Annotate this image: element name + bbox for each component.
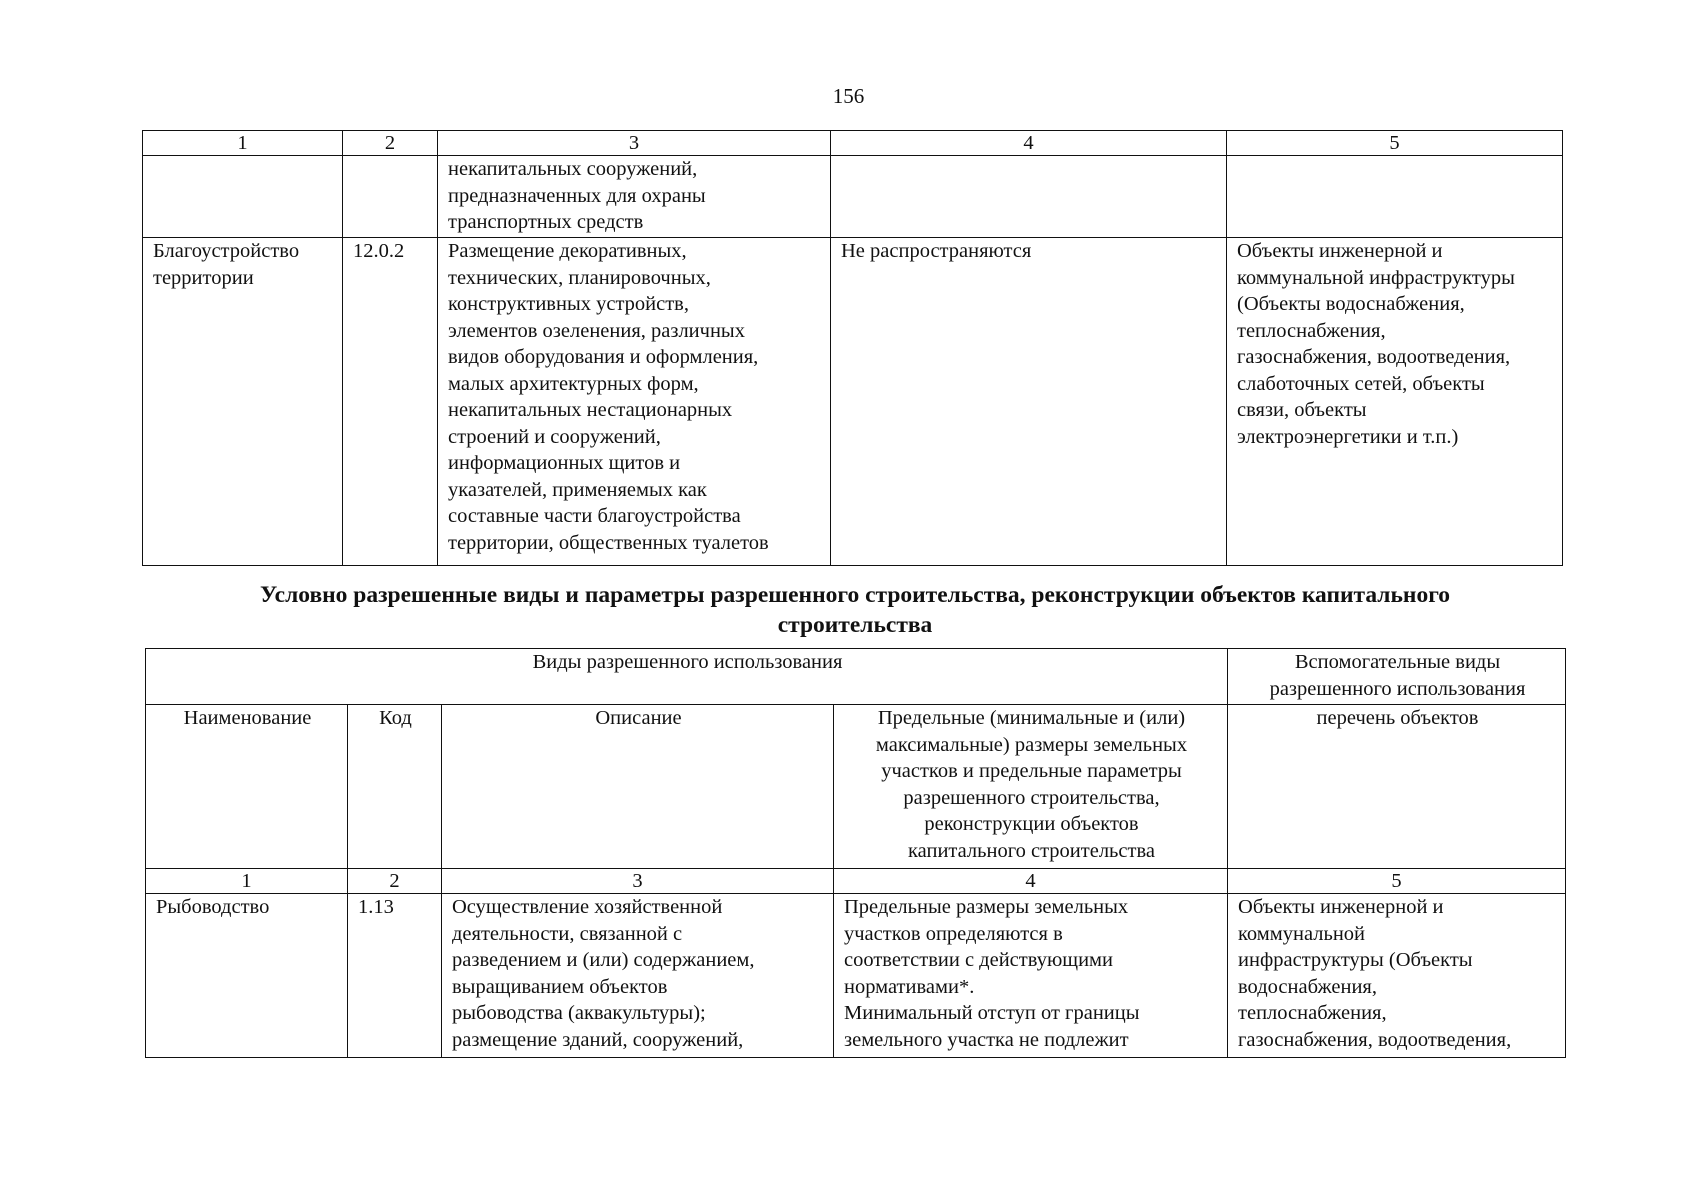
text-line: транспортных средств [448, 211, 644, 233]
text-line: размещение зданий, сооружений, [452, 1028, 744, 1051]
section-heading [150, 580, 1560, 640]
auxiliary-cell [1227, 156, 1563, 238]
table-row [146, 894, 1566, 1058]
text-line: Предельные (минимальные и (или) [877, 707, 1186, 729]
text-line: Рыбоводство [156, 896, 270, 918]
auxiliary-use-header [1228, 649, 1566, 705]
parameters-cell [831, 238, 1227, 566]
text-line: газоснабжения, водоотведения, [1237, 346, 1511, 368]
text-line: технических, планировочных, [448, 266, 711, 289]
name-cell [146, 894, 348, 1058]
column-number: 3 [442, 869, 834, 894]
text-line: максимальные) размеры земельных [875, 733, 1188, 756]
column-number: 5 [1228, 869, 1566, 894]
objects-list-header: перечень объектов [1228, 705, 1566, 869]
column-number-row [146, 869, 1566, 894]
parameters-cell [834, 894, 1228, 1058]
text-line: конструктивных устройств, [448, 293, 689, 315]
column-number-row [143, 131, 1563, 156]
text-line: Условно разрешенные виды и параметры разрешенного строительства, реконструкции объектов капитального [259, 582, 1451, 608]
text-line: капитального строительства [908, 839, 1155, 862]
table-row [143, 238, 1563, 566]
column-number: 2 [343, 131, 438, 156]
page-number: 156 [832, 84, 865, 108]
parameters-header [834, 705, 1228, 869]
text-line: элементов озеленения, различных [448, 319, 745, 342]
column-number: 1 [146, 869, 348, 894]
parameters-cell [831, 156, 1227, 238]
text-line: инфраструктуры (Объекты [1238, 949, 1473, 971]
text-line: составные части благоустройства [448, 505, 741, 527]
text-line: территории, общественных туалетов [448, 531, 769, 554]
column-number: 3 [438, 131, 831, 156]
text-line: строений и сооружений, [448, 425, 661, 448]
text-line: разведением и (или) содержанием, [452, 949, 755, 971]
text-line: теплоснабжения, [1238, 1002, 1387, 1024]
code-cell: 12.0.2 [343, 238, 438, 566]
column-number: 1 [143, 131, 343, 156]
permitted-use-header: Виды разрешенного использования [146, 649, 1228, 705]
name-cell [143, 156, 343, 238]
text-line: реконструкции объектов [924, 813, 1139, 835]
description-cell [438, 238, 831, 566]
text-line: теплоснабжения, [1237, 319, 1386, 342]
code-cell [343, 156, 438, 238]
text-line: (Объекты водоснабжения, [1237, 293, 1465, 315]
text-line: Объекты инженерной и [1238, 896, 1444, 918]
description-cell [442, 894, 834, 1058]
text-line: указателей, применяемых как [448, 478, 707, 501]
column-number: 4 [831, 131, 1227, 156]
text-line: Объекты инженерной и [1237, 240, 1443, 262]
text-line: информационных щитов и [448, 452, 681, 474]
text-line: выращиванием объектов [452, 975, 668, 998]
group-header-row [146, 649, 1566, 705]
column-number: 4 [834, 869, 1228, 894]
name-cell [143, 238, 343, 566]
text-line: Минимальный отступ от границы [844, 1002, 1140, 1024]
code-header: Код [348, 705, 442, 869]
text-line: коммунальной инфраструктуры [1237, 266, 1515, 289]
bottom-table [145, 648, 1566, 1058]
text-line: газоснабжения, водоотведения, [1238, 1028, 1512, 1051]
auxiliary-cell [1227, 238, 1563, 566]
text-line: предназначенных для охраны [448, 184, 706, 207]
text-line: Вспомогательные виды [1294, 651, 1501, 673]
text-line: слаботочных сетей, объекты [1237, 372, 1485, 395]
text-line: участков определяются в [844, 922, 1063, 945]
text-line: некапитальных нестационарных [448, 399, 733, 421]
table-row [143, 156, 1563, 238]
name-header: Наименование [146, 705, 348, 869]
text-line: Размещение декоративных, [448, 240, 687, 262]
text-line: водоснабжения, [1238, 975, 1377, 998]
top-table [142, 130, 1563, 566]
text-line: строительства [777, 612, 933, 638]
text-line: некапитальных сооружений, [448, 158, 698, 180]
text-line: Предельные размеры земельных [844, 896, 1129, 918]
text-line: Благоустройство [153, 240, 300, 262]
text-line: разрешенного использования [1269, 677, 1526, 700]
text-line: малых архитектурных форм, [448, 372, 699, 395]
text-line: территории [153, 266, 254, 289]
code-cell: 1.13 [348, 894, 442, 1058]
text-line: соответствии с действующими [844, 949, 1113, 971]
column-number: 5 [1227, 131, 1563, 156]
text-line: рыбоводства (аквакультуры); [452, 1002, 706, 1024]
description-cell [438, 156, 831, 238]
text-line: электроэнергетики и т.п.) [1237, 425, 1459, 448]
text-line: связи, объекты [1237, 399, 1367, 421]
description-header: Описание [442, 705, 834, 869]
text-line: видов оборудования и оформления, [448, 346, 759, 368]
column-number: 2 [348, 869, 442, 894]
text-line: Осуществление хозяйственной [452, 896, 723, 918]
column-header-row [146, 705, 1566, 869]
text-line: земельного участка не подлежит [844, 1028, 1129, 1051]
auxiliary-cell [1228, 894, 1566, 1058]
text-line: коммунальной [1238, 922, 1366, 945]
text-line: нормативами*. [844, 975, 975, 998]
text-line: участков и предельные параметры [881, 760, 1182, 782]
text-line: деятельности, связанной с [452, 922, 683, 945]
text-line: Не распространяются [841, 240, 1032, 262]
text-line: разрешенного строительства, [903, 786, 1160, 809]
